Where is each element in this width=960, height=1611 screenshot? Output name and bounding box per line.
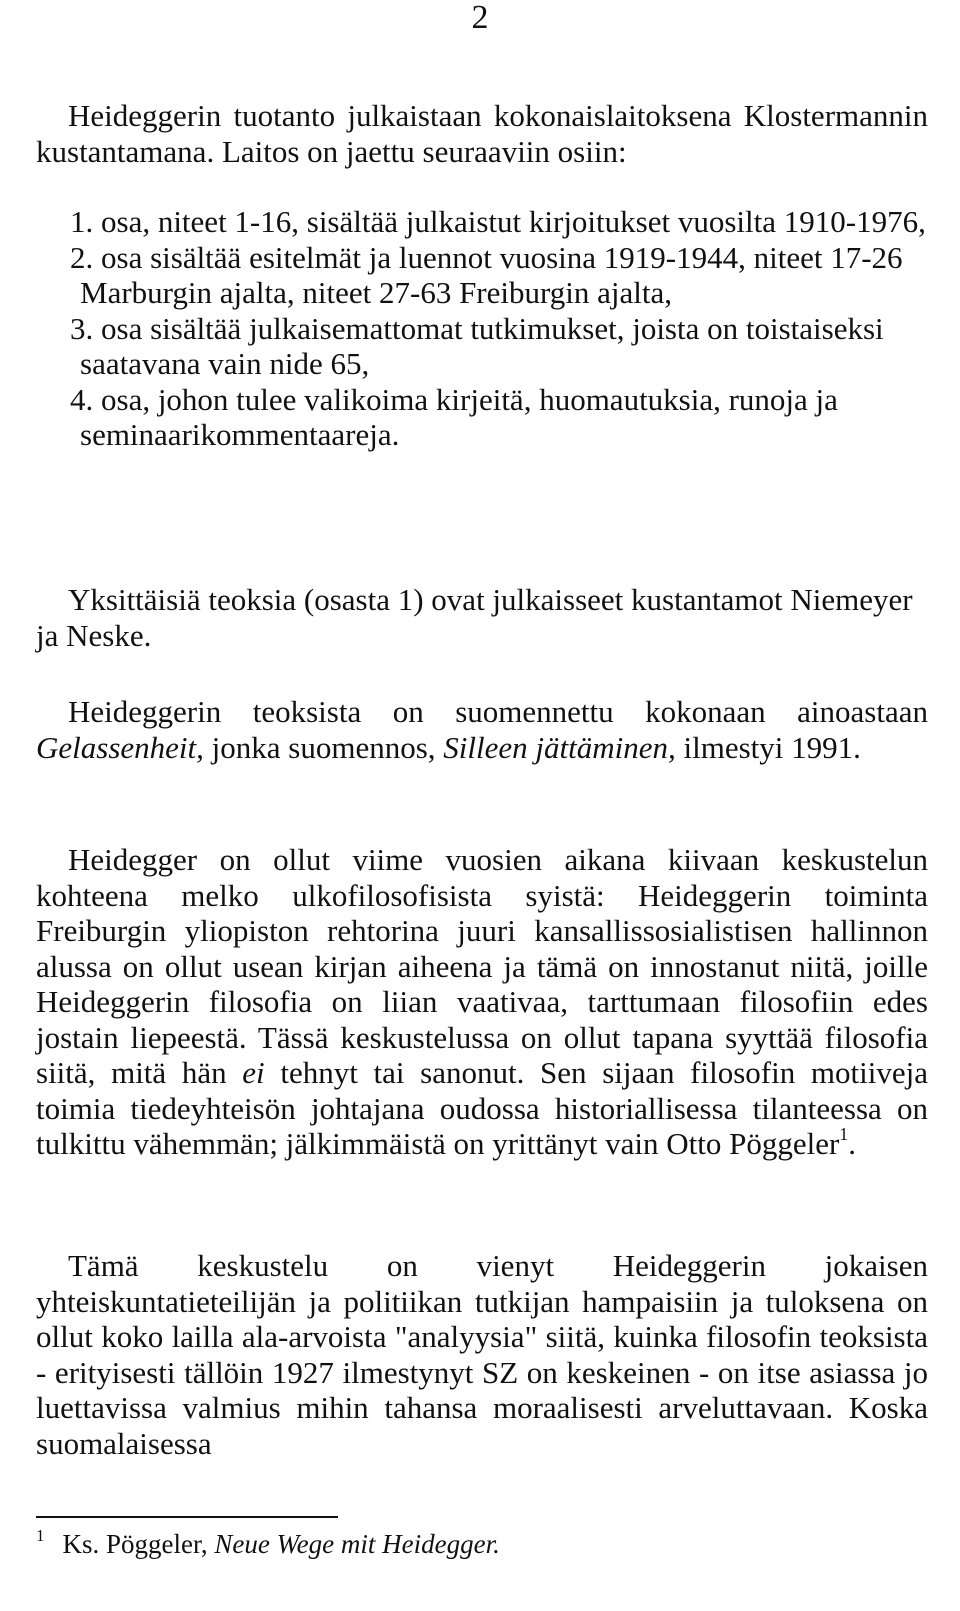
footnote-divider [36,1516,338,1518]
footnote-reference: 1 [839,1124,849,1144]
emphasis: ei [242,1055,265,1090]
analysis-paragraph: Tämä keskustelu on vienyt Heideggerin jokaisen yhteiskuntatieteilijän ja politiikan tutkijan hampaisiin ja tuloksena on ollut koko lailla ala-arvoista "analyysia" siitä, kuinka filosofin teoksista - erityisesti tällöin 1927 ilmestynyt SZ on keskeinen - on itse asiassa jo luettavissa valmius mihin tahansa moraalisesti arveluttavaan. Koska suomalaisessa [36,1248,928,1461]
page-number: 2 [471,0,489,36]
debate-paragraph [36,842,928,1162]
list-item: 1. osa, niteet 1-16, sisältää julkaistut kirjoitukset vuosilta 1910-1976, [70,204,926,239]
footnote [36,1528,928,1560]
paragraph-text: tehnyt tai sanonut. Sen sijaan filosofin motiiveja toimia tiedeyhteisön johtajana oudossa historiallisessa tilanteessa on tulkittu vähemmän; jälkimmäistä on yrittänyt vain Otto Pöggeler [36,1055,928,1161]
volume-list [36,204,928,453]
list-item: 3. osa sisältää julkaisemattomat tutkimukset, joista on toistaiseksi saatavana vain nide 65, [70,310,884,381]
paragraph-text: ilmestyi 1991. [675,729,861,765]
paragraph-text: Heidegger on ollut viime vuosien aikana kiivaan keskustelun kohteena melko ulkofilosofisista syistä: Heideggerin toiminta Freiburgin yliopiston rehtorina juuri kansallissosialistisen hallinnon alussa on ollut usean kirjan aiheena ja tämä on innostanut niitä, joille Heideggerin filosofia on liian vaativaa, tarttumaan filosofiin edes jostain liepeestä. Tässä keskustelussa on ollut tapana syyttää filosofia siitä, mitä hän [36,842,928,1090]
publishers-paragraph: Yksittäisiä teoksia (osasta 1) ovat julkaisseet kustantamot Niemeyer ja Neske. [36,582,913,653]
paragraph-text: jonka suomennos, [203,729,444,765]
list-item: 4. osa, johon tulee valikoima kirjeitä, huomautuksia, runoja ja seminaarikommentaareja. [70,381,838,452]
footnote-text: Ks. Pöggeler, [62,1529,215,1559]
intro-paragraph: Heideggerin tuotanto julkaistaan kokonaislaitoksena Klostermannin kustantamana. Laitos on jaettu seuraaviin osiin: [36,98,928,169]
book-title: Gelassenheit, [36,729,204,765]
paragraph-text: . [848,1126,857,1161]
paragraph-text: Heideggerin teoksista on suomennettu kokonaan ainoastaan [68,694,928,729]
footnote-title: Neue Wege mit Heidegger. [214,1529,500,1559]
list-item: 2. osa sisältää esitelmät ja luennot vuosina 1919-1944, niteet 17-26 Marburgin ajalta, niteet 27-63 Freiburgin ajalta, [70,239,903,310]
translation-paragraph [36,694,928,765]
book-title: Silleen jättäminen, [443,729,676,765]
footnote-number: 1 [36,1526,45,1545]
